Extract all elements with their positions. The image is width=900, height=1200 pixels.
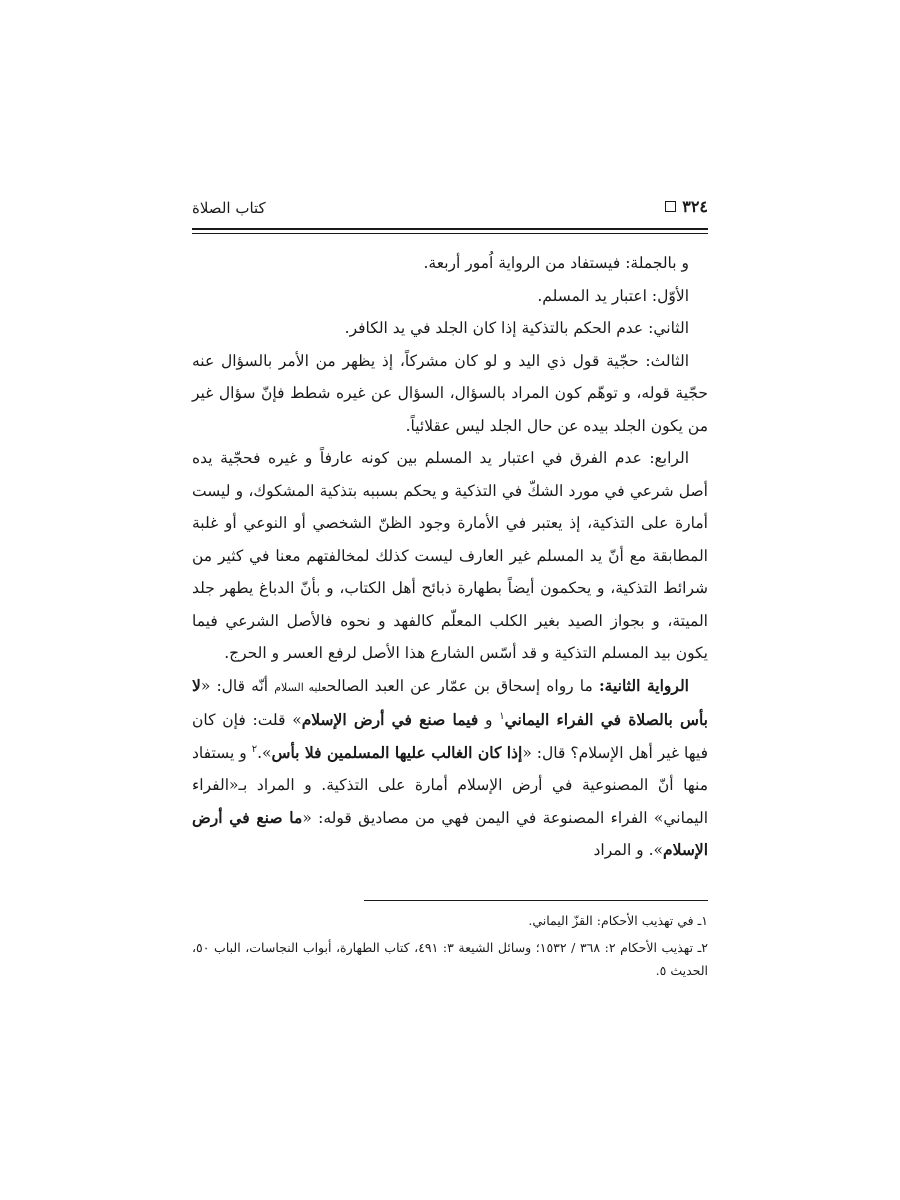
narration-text-4: » قلت: فإن كان فيها غير أهل الإسلام؟ قال: « [192,711,709,762]
footnote-ref-1[interactable]: ١ [499,710,505,722]
book-title: كتاب الصلاة [192,199,266,217]
paragraph-6 [192,670,708,867]
quote-3: إذا كان الغالب عليها المسلمين فلا بأس [271,742,523,762]
narration-text-3: و [478,711,500,729]
paragraph-5: الرابع: عدم الفرق في اعتبار يد المسلم بين كونه عارفاً و غيره فحجّية يده أصل شرعي في مورد الشكّ في التذكية و يحكم بسببه بتذكية المشكوك، و ليست أمارة على التذكية، إذ يعتبر في الأمارة وجود الظنّ الشخصي أو النوعي أو غلبة المطابقة مع أنّ يد المسلم غير العارف ليست كذلك لمخالفتهم معنا في كثير من شرائط التذكية، و يحكمون أيضاً بطهارة ذبائح أهل الكتاب، و بأنّ الدباغ يطهر جلد الميتة، و بجواز الصيد بغير الكلب المعلّم كالفهد و نحوه فالأصل الشرعي فيما يكون بيد المسلم التذكية و قد أسّس الشارع هذا الأصل لرفع العسر و الحرج. [192,449,708,662]
quote-4: ما صنع في أرض الإسلام [192,807,708,859]
page-number: ٣٢٤ [682,197,708,216]
paragraph-1: و بالجملة: فيستفاد من الرواية اُمور أربعة. [423,254,689,272]
paragraph-2: الأوّل: اعتبار يد المسلم. [537,286,689,305]
narration-text-7: ». و المراد [593,841,664,859]
narration-text-5: ». [257,743,272,762]
footnote-2: ٢ـ تهذيب الأحكام ٢: ٣٦٨ / ١٥٣٢؛ وسائل الشيعة ٣: ٤٩١، كتاب الطهارة، أبواب النجاسات، الباب ٥٠، الحديث ٥. [192,940,708,978]
header-rule-thin [192,233,708,234]
quote-1: لا بأس بالصلاة في الفراء اليماني [192,675,708,729]
footnote-1: ١ـ في تهذيب الأحكام: القزّ اليماني. [528,913,708,928]
footnotes [192,909,708,986]
running-header [192,197,708,223]
narration-text-2: أنّه قال: « [200,676,275,695]
narration-text-6: و يستفاد منها أنّ المصنوعية في أرض الإسلام أمارة على التذكية. و المراد بـ«الفراء اليماني» الفراء المصنوعة في اليمن فهي من مصاديق قوله: « [192,743,708,827]
main-text [192,247,708,867]
footnote-ref-2[interactable]: ٢ [251,743,258,755]
quote-2: فيما صنع في أرض الإسلام [301,710,479,729]
narration-text-1: ما رواه إسحاق بن عمّار عن العبد الصالح [326,676,599,695]
paragraph-3: الثاني: عدم الحكم بالتذكية إذا كان الجلد في يد الكافر. [344,319,689,337]
second-narration-label: الرواية الثانية: [598,675,689,695]
salutation-symbol: عليه السلام [274,680,327,694]
square-marker-icon [665,201,676,212]
paragraph-4: الثالث: حجّية قول ذي اليد و لو كان مشركاً، إذ يظهر من الأمر بالسؤال عنه حجّية قوله، و توهّم كون المراد بالسؤال، السؤال عن غيره شطط فإنّ سؤال غير من يكون الجلد بيده عن حال الجلد ليس عقلائياً. [192,351,708,435]
footnote-separator [364,900,708,901]
page-number-block [665,197,708,216]
header-rule-thick [192,228,708,230]
